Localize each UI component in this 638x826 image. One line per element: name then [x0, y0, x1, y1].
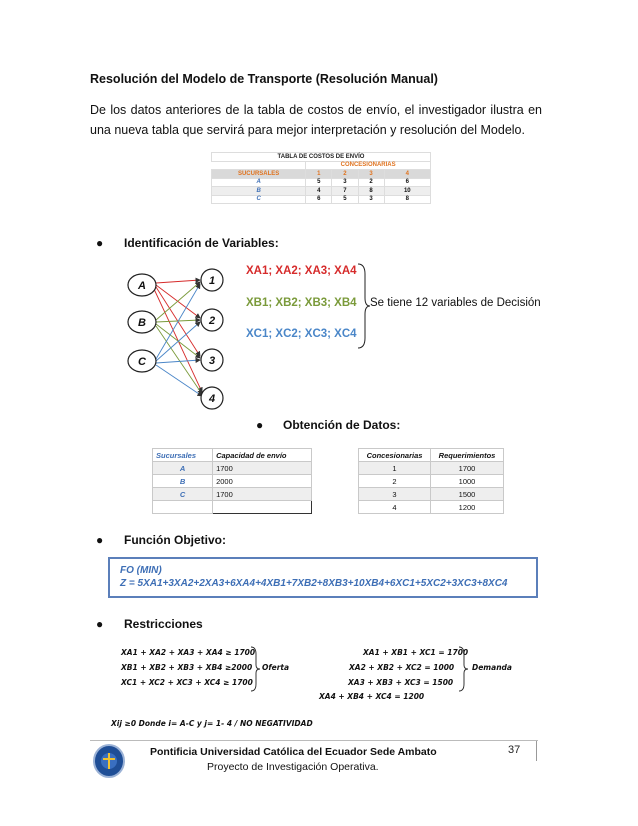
- demand-constraint: XA4 + XB4 + XC4 = 1200: [319, 692, 425, 701]
- cost-table: [211, 152, 431, 204]
- bullet-icon: ●: [96, 533, 104, 547]
- arrows-c: [156, 284, 202, 396]
- cost-cell: 10: [384, 187, 430, 196]
- constraints-heading: Restricciones: [124, 617, 203, 631]
- page-divider: [536, 741, 537, 761]
- cost-cell: 5: [306, 178, 332, 187]
- supply-brace: [250, 646, 262, 692]
- intro-line-2: una nueva tabla que servirá para mejor interpretación y resolución del Modelo.: [90, 123, 525, 137]
- variables-row-a: XA1; XA2; XA3; XA4: [246, 265, 357, 277]
- cost-row-label: B: [212, 187, 306, 196]
- node-4-label: 4: [208, 393, 216, 405]
- demand-label: Demanda: [472, 663, 512, 672]
- node-3-label: 3: [208, 355, 216, 367]
- variables-row-c: XC1; XC2; XC3; XC4: [246, 328, 357, 340]
- demand-value: 1700: [431, 462, 504, 475]
- cost-cell: 8: [384, 195, 430, 204]
- variables-note: Se tiene 12 variables de Decisión: [370, 297, 541, 309]
- cost-cell: 8: [358, 187, 384, 196]
- demand-label: 2: [359, 475, 431, 488]
- cost-col: 3: [358, 170, 384, 179]
- demand-constraint: XA2 + XB2 + XC2 = 1000: [349, 663, 455, 672]
- footer-university: Pontificia Universidad Católica del Ecuador Sede Ambato: [150, 746, 437, 758]
- supply-label: B: [153, 475, 213, 488]
- cost-cell: 7: [332, 187, 358, 196]
- cost-table-row-header: SUCURSALES: [212, 170, 306, 179]
- demand-brace: [458, 646, 470, 692]
- demand-header: Requerimientos: [431, 449, 504, 462]
- footer-project: Proyecto de Investigación Operativa.: [207, 761, 379, 773]
- supply-constraint: XC1 + XC2 + XC3 + XC4 ≥ 1700: [121, 678, 253, 687]
- demand-label: 1: [359, 462, 431, 475]
- supply-table: [152, 448, 312, 514]
- bullet-icon: ●: [96, 617, 104, 631]
- objective-heading: Función Objetivo:: [124, 533, 226, 547]
- section-title: Resolución del Modelo de Transporte (Resolución Manual): [90, 72, 438, 86]
- cost-col: 1: [306, 170, 332, 179]
- footer-rule: [90, 740, 538, 741]
- arrows-a: [154, 280, 202, 392]
- cost-cell: 6: [384, 178, 430, 187]
- demand-header: Concesionarias: [359, 449, 431, 462]
- cost-cell: 2: [358, 178, 384, 187]
- supply-value: 2000: [213, 475, 312, 488]
- demand-table: [358, 448, 504, 514]
- supply-label: A: [153, 462, 213, 475]
- page-number: 37: [508, 744, 521, 756]
- cost-cell: 5: [332, 195, 358, 204]
- intro-line-1: De los datos anteriores de la tabla de costos de envío, el investigador ilustra en: [90, 103, 542, 117]
- node-1-label: 1: [208, 275, 216, 287]
- variables-heading: Identificación de Variables:: [124, 236, 279, 250]
- node-b-label: B: [138, 317, 146, 329]
- node-2-label: 2: [208, 315, 216, 327]
- cost-row-label: A: [212, 178, 306, 187]
- supply-header: Capacidad de envío: [213, 449, 312, 462]
- demand-value: 1200: [431, 501, 504, 514]
- demand-constraint: XA1 + XB1 + XC1 = 1700: [363, 648, 469, 657]
- supply-value: 1700: [213, 488, 312, 501]
- objective-z: Z = 5XA1+3XA2+2XA3+6XA4+4XB1+7XB2+8XB3+10XB4+6XC1+5XC2+3XC3+8XC4: [120, 578, 508, 589]
- supply-header: Sucursales: [153, 449, 213, 462]
- cost-col: 2: [332, 170, 358, 179]
- non-negativity: Xij ≥0 Donde i= A-C y j= 1- 4 / NO NEGATIVIDAD: [111, 719, 313, 728]
- cost-col: 4: [384, 170, 430, 179]
- cost-row-label: C: [212, 195, 306, 204]
- university-seal-icon: [92, 743, 126, 779]
- cost-table-title: TABLA DE COSTOS DE ENVÍO: [212, 153, 431, 162]
- demand-value: 1500: [431, 488, 504, 501]
- variables-row-b: XB1; XB2; XB3; XB4: [246, 297, 357, 309]
- node-a-label: A: [138, 280, 146, 292]
- cost-cell: 3: [332, 178, 358, 187]
- supply-label: C: [153, 488, 213, 501]
- cost-cell: 4: [306, 187, 332, 196]
- supply-value: 1700: [213, 462, 312, 475]
- objective-fo: FO (MIN): [120, 565, 162, 576]
- demand-label: 3: [359, 488, 431, 501]
- supply-constraint: XB1 + XB2 + XB3 + XB4 ≥2000: [121, 663, 253, 672]
- bullet-icon: ●: [96, 236, 104, 250]
- supply-label: Oferta: [262, 663, 290, 672]
- data-heading: Obtención de Datos:: [283, 418, 401, 432]
- cost-cell: 3: [358, 195, 384, 204]
- objective-box: [108, 557, 538, 598]
- bullet-icon: ●: [256, 418, 264, 432]
- node-c-label: C: [138, 356, 146, 368]
- demand-value: 1000: [431, 475, 504, 488]
- network-diagram: [118, 260, 238, 410]
- demand-constraint: XA3 + XB3 + XC3 = 1500: [348, 678, 454, 687]
- supply-constraint: XA1 + XA2 + XA3 + XA4 ≥ 1700: [121, 648, 256, 657]
- cost-cell: 6: [306, 195, 332, 204]
- cost-table-group-header: CONCESIONARIAS: [306, 161, 431, 170]
- demand-label: 4: [359, 501, 431, 514]
